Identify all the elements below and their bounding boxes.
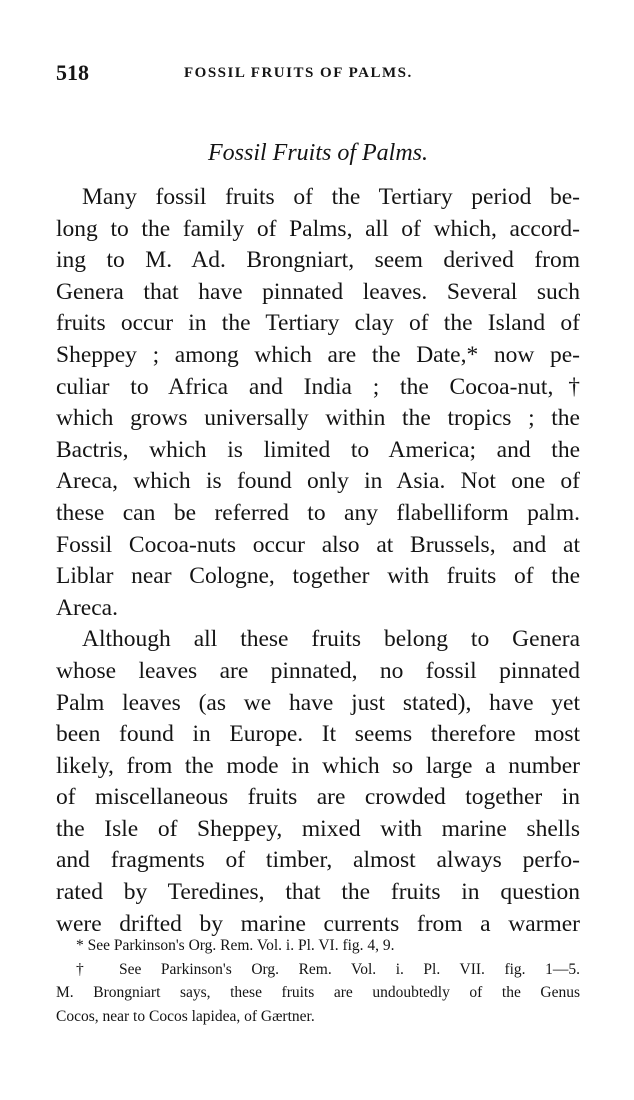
footnote-line: * See Parkinson's Org. Rem. Vol. i. Pl. VI. fig. 4, 9. <box>76 937 395 954</box>
text-line: Sheppey ; among which are the Date,* now pe- <box>56 341 580 368</box>
footnote-line: Cocos, near to Cocos lapidea, of Gærtner. <box>56 1007 315 1025</box>
text-line: Areca. <box>56 594 118 621</box>
footnote-line: M. Brongniart says, these fruits are undoubtedly of the Genus <box>56 984 580 1002</box>
text-line: fruits occur in the Tertiary clay of the Island of <box>56 310 580 337</box>
text-line: been found in Europe. It seems therefore most <box>56 721 580 748</box>
text-line: Palm leaves (as we have just stated), have yet <box>56 689 580 716</box>
text-line: Liblar near Cologne, together with fruits of the <box>56 563 580 590</box>
text-line: which grows universally within the tropics ; the <box>56 405 580 432</box>
text-line: and fragments of timber, almost always perfo- <box>56 847 580 874</box>
text-line: were drifted by marine currents from a warmer <box>56 910 580 937</box>
text-line: Areca, which is found only in Asia. Not one of <box>56 468 580 495</box>
page-number: 518 <box>56 60 89 85</box>
text-line: Bactris, which is limited to America; and the <box>56 436 580 463</box>
text-line: of miscellaneous fruits are crowded together in <box>56 784 580 811</box>
text-line: whose leaves are pinnated, no fossil pinnated <box>56 657 580 684</box>
book-page <box>56 0 580 1100</box>
body-text <box>56 182 580 940</box>
footnotes <box>56 934 580 1028</box>
section-title: Fossil Fruits of Palms. <box>207 140 429 166</box>
running-title: FOSSIL FRUITS OF PALMS. <box>184 65 413 81</box>
running-head <box>56 60 580 90</box>
text-line: Many fossil fruits of the Tertiary period be- <box>82 184 580 210</box>
text-line: these can be referred to any flabelliform palm. <box>56 499 580 526</box>
text-line: ing to M. Ad. Brongniart, seem derived from <box>56 247 580 274</box>
text-line: long to the family of Palms, all of which, accord- <box>56 215 580 242</box>
text-line: Genera that have pinnated leaves. Several such <box>56 278 580 305</box>
text-line: culiar to Africa and India ; the Cocoa-nut,† <box>56 373 580 400</box>
text-line: rated by Teredines, that the fruits in question <box>56 879 580 906</box>
text-line: Fossil Cocoa-nuts occur also at Brussels, and at <box>56 531 580 558</box>
footnote-line: † See Parkinson's Org. Rem. Vol. i. Pl. VII. fig. 1—5. <box>76 960 580 978</box>
text-line: Although all these fruits belong to Genera <box>82 626 580 653</box>
text-line: likely, from the mode in which so large a number <box>56 752 580 779</box>
text-line: the Isle of Sheppey, mixed with marine shells <box>56 815 580 842</box>
